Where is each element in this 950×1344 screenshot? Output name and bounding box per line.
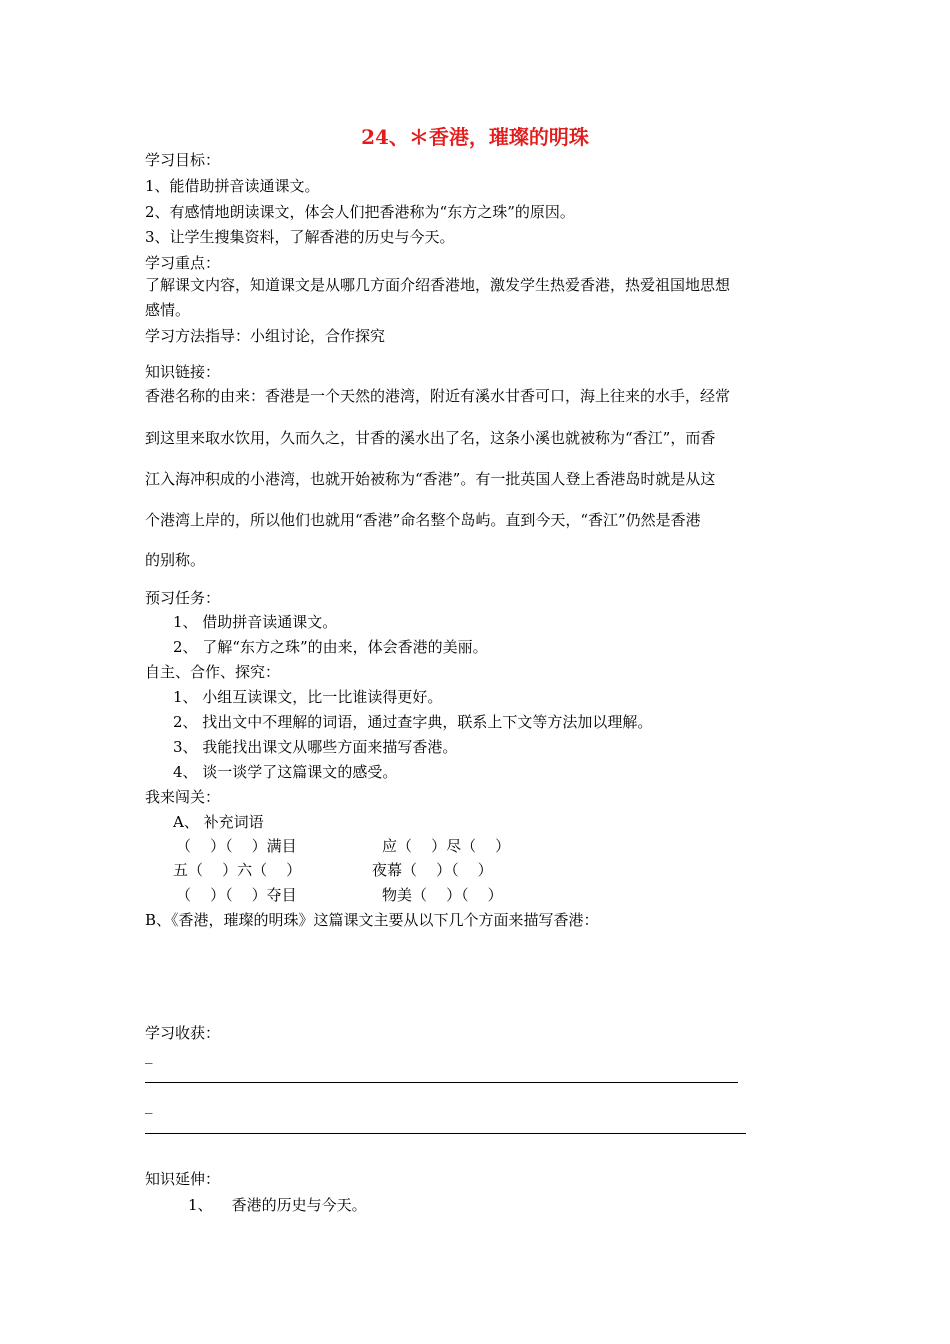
explore-item: 3、 我能找出课文从哪些方面来描写香港。 — [173, 738, 458, 756]
focus-heading: 学习重点： — [145, 254, 221, 272]
gains-heading: 学习收获： — [145, 1024, 221, 1042]
fill-blank-left: （ ）（ ）满目 — [176, 837, 297, 855]
gains-dash: _ — [145, 1096, 153, 1114]
focus-line: 了解课文内容，知道课文是从哪几方面介绍香港地，激发学生热爱香港，热爱祖国地思想 — [145, 276, 731, 294]
knowledge-link-heading: 知识链接： — [145, 363, 221, 381]
challenge-heading: 我来闯关： — [145, 788, 221, 806]
extension-heading: 知识延伸： — [145, 1170, 221, 1188]
fill-blank-left: 五（ ）六（ ） — [173, 861, 302, 879]
preview-item: 2、 了解“东方之珠”的由来，体会香港的美丽。 — [173, 638, 488, 656]
preview-item: 1、 借助拼音读通课文。 — [173, 613, 338, 631]
challenge-b-text: B、《香港，璀璨的明珠》这篇课文主要从以下几个方面来描写香港： — [145, 911, 599, 929]
objective-item: 3、让学生搜集资料，了解香港的历史与今天。 — [145, 228, 455, 246]
answer-line — [145, 1133, 746, 1134]
challenge-a-heading: A、 补充词语 — [173, 813, 264, 831]
fill-blank-left: （ ）（ ）夺目 — [176, 886, 297, 904]
knowledge-link-line: 的别称。 — [145, 551, 206, 569]
knowledge-link-line: 江入海冲积成的小港湾，也就开始被称为“香港”。有一批英国人登上香港岛时就是从这 — [145, 470, 716, 488]
objectives-heading: 学习目标： — [145, 151, 221, 169]
focus-line: 感情。 — [145, 301, 191, 319]
extension-item: 1、 香港的历史与今天。 — [188, 1196, 367, 1214]
explore-item: 4、 谈一谈学了这篇课文的感受。 — [173, 763, 398, 781]
gains-dash: _ — [145, 1046, 153, 1064]
fill-blank-right: 物美（ ）（ ） — [382, 886, 503, 904]
knowledge-link-line: 到这里来取水饮用，久而久之，甘香的溪水出了名，这条小溪也就被称为“香江”，而香 — [145, 429, 716, 447]
method-text: 学习方法指导：小组讨论，合作探究 — [145, 327, 386, 345]
objective-item: 1、能借助拼音读通课文。 — [145, 177, 320, 195]
answer-line — [145, 1082, 738, 1083]
page-title: 24、＊香港，璀璨的明珠 — [361, 125, 589, 149]
fill-blank-right: 应（ ）尽（ ） — [382, 837, 511, 855]
knowledge-link-line: 香港名称的由来：香港是一个天然的港湾，附近有溪水甘香可口，海上往来的水手，经常 — [145, 387, 731, 405]
preview-heading: 预习任务： — [145, 589, 221, 607]
explore-heading: 自主、合作、探究： — [145, 663, 281, 681]
explore-item: 1、 小组互读课文，比一比谁读得更好。 — [173, 688, 443, 706]
explore-item: 2、 找出文中不理解的词语，通过查字典，联系上下文等方法加以理解。 — [173, 713, 653, 731]
fill-blank-right: 夜幕（ ）（ ） — [372, 861, 493, 879]
objective-item: 2、有感情地朗读课文，体会人们把香港称为“东方之珠”的原因。 — [145, 203, 575, 221]
knowledge-link-line: 个港湾上岸的，所以他们也就用“香港”命名整个岛屿。直到今天，“香江”仍然是香港 — [145, 511, 701, 529]
